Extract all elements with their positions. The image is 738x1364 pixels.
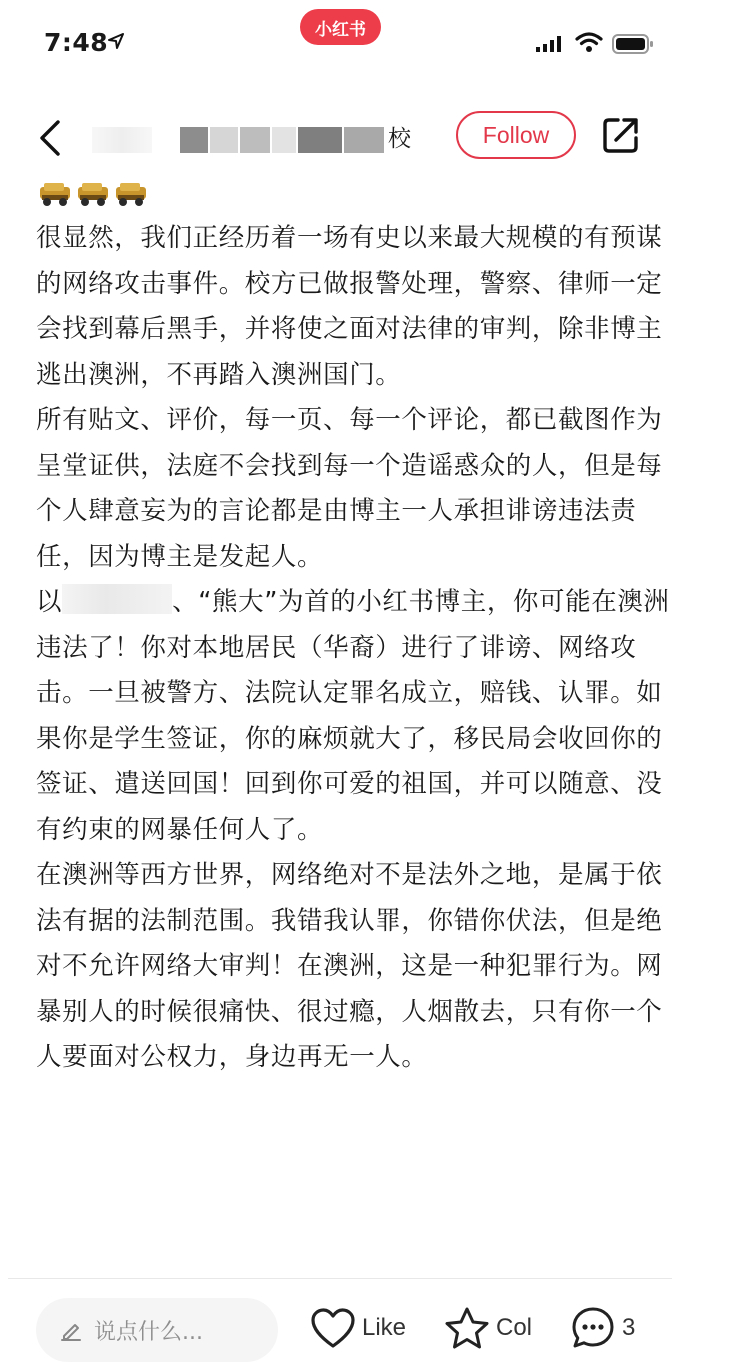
cellular-signal-icon [536, 36, 562, 52]
post-header [0, 100, 738, 178]
bottom-action-bar [0, 1290, 738, 1364]
location-arrow-icon [108, 33, 124, 49]
redacted-name-block [210, 127, 238, 153]
post-paragraph-text: 所有贴文、评价，每一页、每一个评论，都已截图作为呈堂证供，法庭不会找到每一个造谣惑众的人，但是每个人肆意妄为的言论都是由博主一人承担诽谤违法责任，因为博主是发起人。 [36, 405, 663, 572]
redacted-avatar [92, 127, 152, 153]
status-bar [0, 0, 738, 90]
comment-input[interactable] [36, 1298, 278, 1362]
post-paragraph [36, 580, 686, 853]
battery-icon [612, 34, 654, 54]
pickup-truck-emoji-icon [114, 181, 148, 207]
collect-button[interactable] [444, 1306, 532, 1350]
collect-label: Col [496, 1314, 533, 1341]
post-paragraph [36, 398, 686, 580]
wifi-icon [575, 31, 603, 53]
post-paragraph-text: 、“熊大”为首的小红书博主，你可能在澳洲违法了！你对本地居民（华裔）进行了诽谤、网络攻击。一旦被警方、法院认定罪名成立，赔钱、认罪。如果你是学生签证，你的麻烦就大了，移民局会收回你的签证、遣送回国！回到你可爱的祖国，并可以随意、没有约束的网暴任何人了。 [36, 587, 670, 845]
emoji-row [38, 181, 148, 211]
post-content [36, 216, 686, 1081]
redacted-name-block [240, 127, 270, 153]
heart-icon [310, 1307, 356, 1349]
redacted-name-block [298, 127, 342, 153]
redacted-name-block [344, 127, 384, 153]
like-button[interactable] [310, 1306, 406, 1350]
pencil-icon [60, 1319, 82, 1341]
post-paragraph: 很显然，我们正经历着一场有史以来最大规模的有预谋的网络攻击事件。校方已做报警处理，警察、律师一定会找到幕后黑手，并将使之面对法律的审判，除非博主逃出澳洲，不再踏入澳洲国门。 [36, 223, 663, 390]
pickup-truck-emoji-icon [76, 181, 110, 207]
post-paragraph-prefix: 以 [36, 587, 63, 617]
like-label: Like [362, 1314, 407, 1341]
app-badge: 小红书 [300, 9, 381, 45]
comment-count: 3 [622, 1314, 636, 1341]
comment-bubble-icon [570, 1305, 616, 1351]
status-time: 7:48 [44, 28, 109, 57]
star-icon [444, 1306, 490, 1350]
redacted-name-block [180, 127, 208, 153]
post-paragraph: 在澳洲等西方世界，网络绝对不是法外之地，是属于依法有据的法制范围。我错我认罪，你错你伏法，但是绝对不允许网络大审判！在澳洲，这是一种犯罪行为。网暴别人的时候很痛快、很过瘾，人烟散去，只有你一个人要面对公权力，身边再无一人。 [36, 860, 663, 1072]
redacted-name-block [272, 127, 296, 153]
follow-button[interactable]: Follow [456, 111, 576, 159]
comment-placeholder: 说点什么... [94, 1319, 203, 1345]
share-icon[interactable] [602, 116, 640, 154]
bottom-divider [8, 1278, 672, 1279]
comment-button[interactable] [570, 1306, 635, 1350]
back-chevron-icon[interactable] [36, 118, 62, 158]
redacted-blogger-name [62, 584, 172, 614]
pickup-truck-emoji-icon [38, 181, 72, 207]
author-name[interactable]: 校 [388, 126, 411, 152]
